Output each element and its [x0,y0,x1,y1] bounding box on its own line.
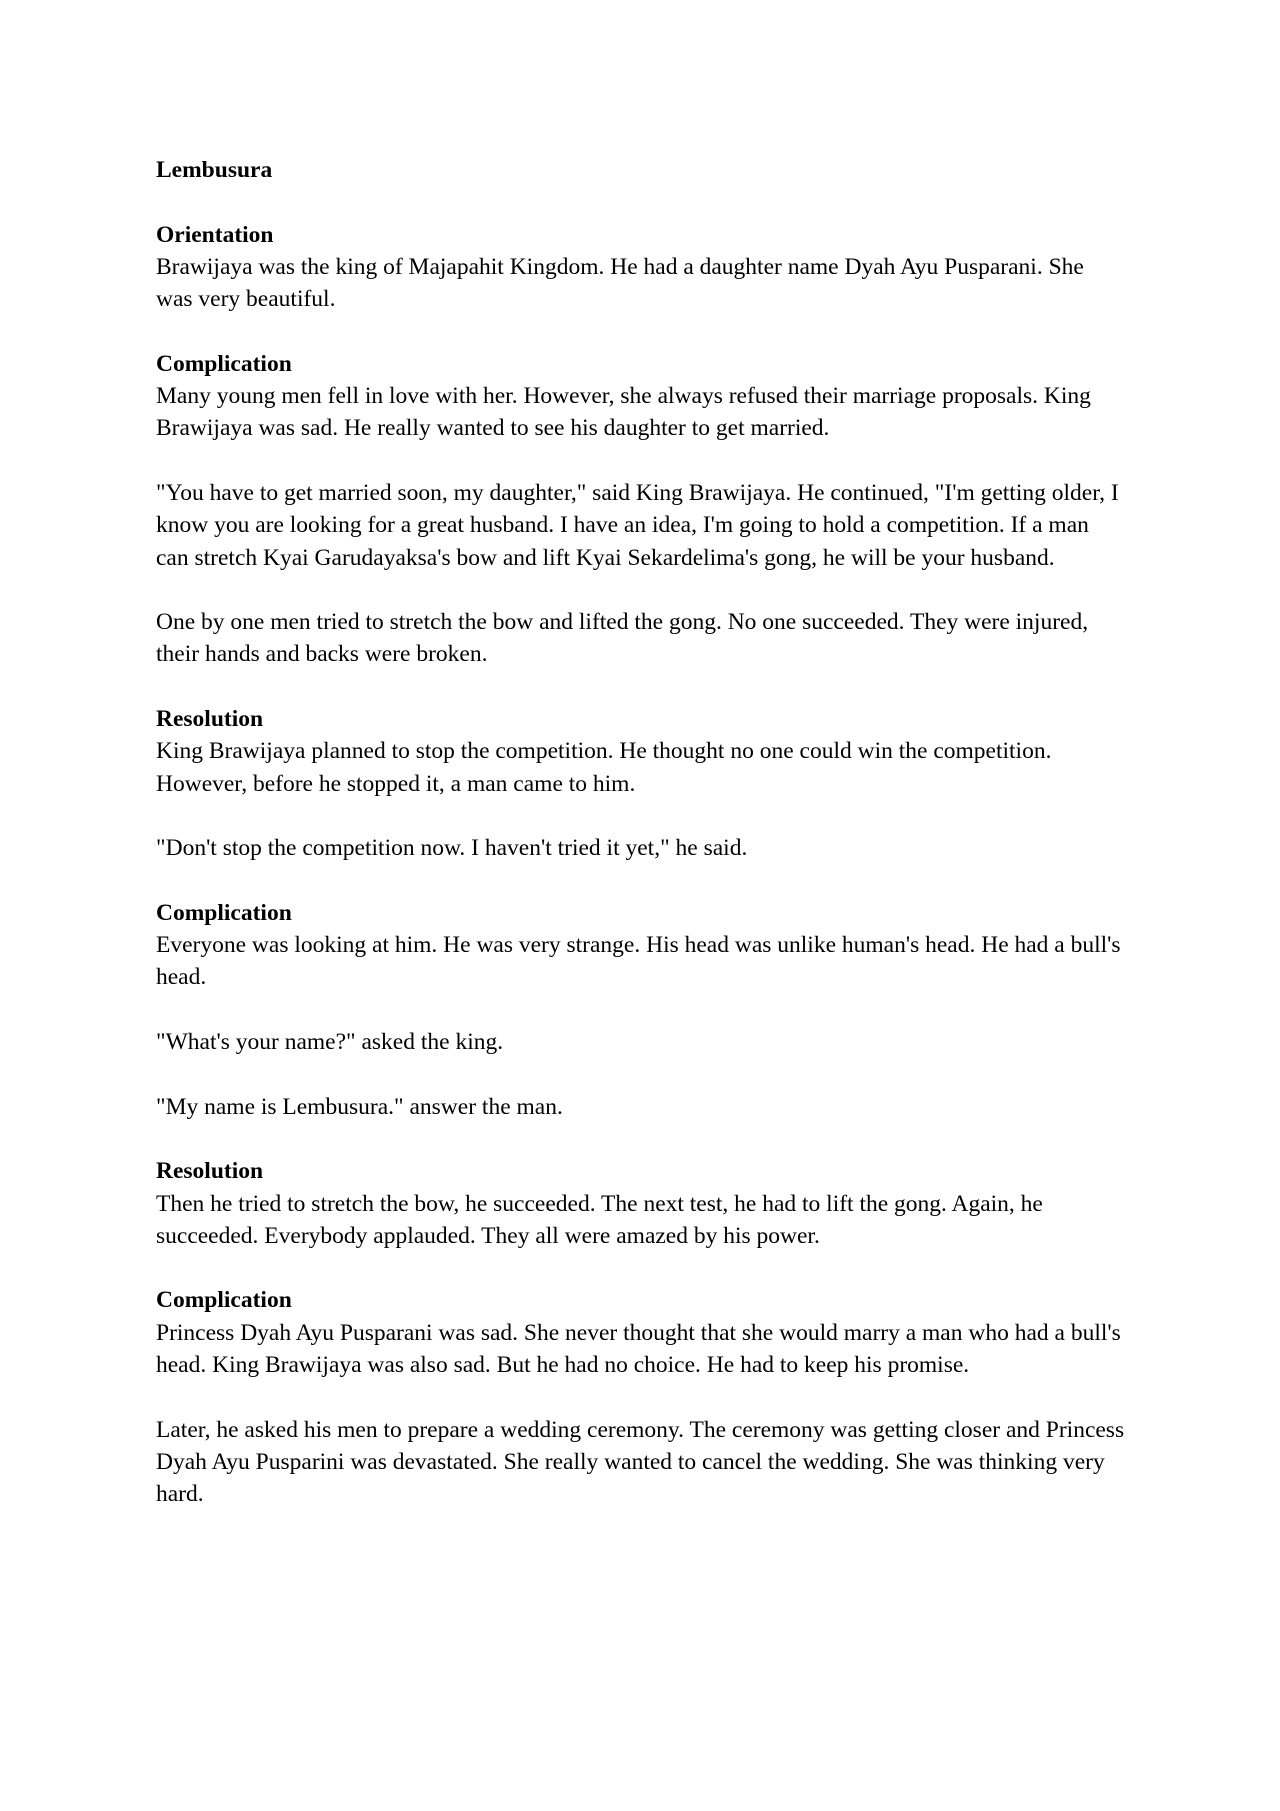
section-heading: Complication [156,1287,292,1314]
section-heading: Complication [156,899,292,926]
paragraph-block [156,477,1126,574]
document-title: Lembusura [156,157,273,183]
section-complication [156,348,1126,445]
section-heading: Resolution [156,1158,264,1185]
paragraph: Then he tried to stretch the bow, he succeeded. The next test, he had to lift the gong. Again, he succeeded. Everybody applauded. They all were amazed by his power. [156,1190,1043,1249]
paragraph: "What's your name?" asked the king. [156,1029,504,1056]
section-heading: Resolution [156,706,264,733]
paragraph: Later, he asked his men to prepare a wedding ceremony. The ceremony was getting closer and Princess Dyah Ayu Pusparini was devastated. She really wanted to cancel the wedding. She was thinking very hard. [156,1416,1125,1508]
paragraph-block [156,1026,1126,1058]
paragraph-block [156,606,1126,671]
paragraph: "You have to get married soon, my daughter," said King Brawijaya. He continued, "I'm getting older, I know you are looking for a great husband. I have an idea, I'm going to hold a competition. If a man can stretch Kyai Garudayaksa's bow and lift Kyai Sekardelima's gong, he will be your husband. [156,479,1119,571]
section-resolution [156,703,1126,800]
paragraph-block [156,1091,1126,1123]
section-heading: Complication [156,350,292,377]
paragraph: "My name is Lembusura." answer the man. [156,1093,563,1120]
paragraph: King Brawijaya planned to stop the competition. He thought no one could win the competition. However, before he stopped it, a man came to him. [156,738,1052,797]
section-resolution [156,1155,1126,1252]
section-orientation [156,219,1126,316]
section-heading: Orientation [156,221,274,248]
paragraph: Everyone was looking at him. He was very strange. His head was unlike human's head. He had a bull's head. [156,932,1121,991]
paragraph: Many young men fell in love with her. However, she always refused their marriage proposals. King Brawijaya was sad. He really wanted to see his daughter to get married. [156,383,1091,442]
paragraph: One by one men tried to stretch the bow and lifted the gong. No one succeeded. They were injured, their hands and backs were broken. [156,609,1089,668]
section-complication [156,897,1126,994]
paragraph: Brawijaya was the king of Majapahit Kingdom. He had a daughter name Dyah Ayu Pusparani. She was very beautiful. [156,253,1084,313]
paragraph-block [156,832,1126,864]
paragraph: Princess Dyah Ayu Pusparani was sad. She never thought that she would marry a man who had a bull's head. King Brawijaya was also sad. But he had no choice. He had to keep his promise. [156,1319,1121,1378]
paragraph: "Don't stop the competition now. I haven't tried it yet," he said. [156,835,748,862]
section-complication [156,1284,1126,1381]
document-page [156,154,1126,1543]
paragraph-block [156,1414,1126,1511]
